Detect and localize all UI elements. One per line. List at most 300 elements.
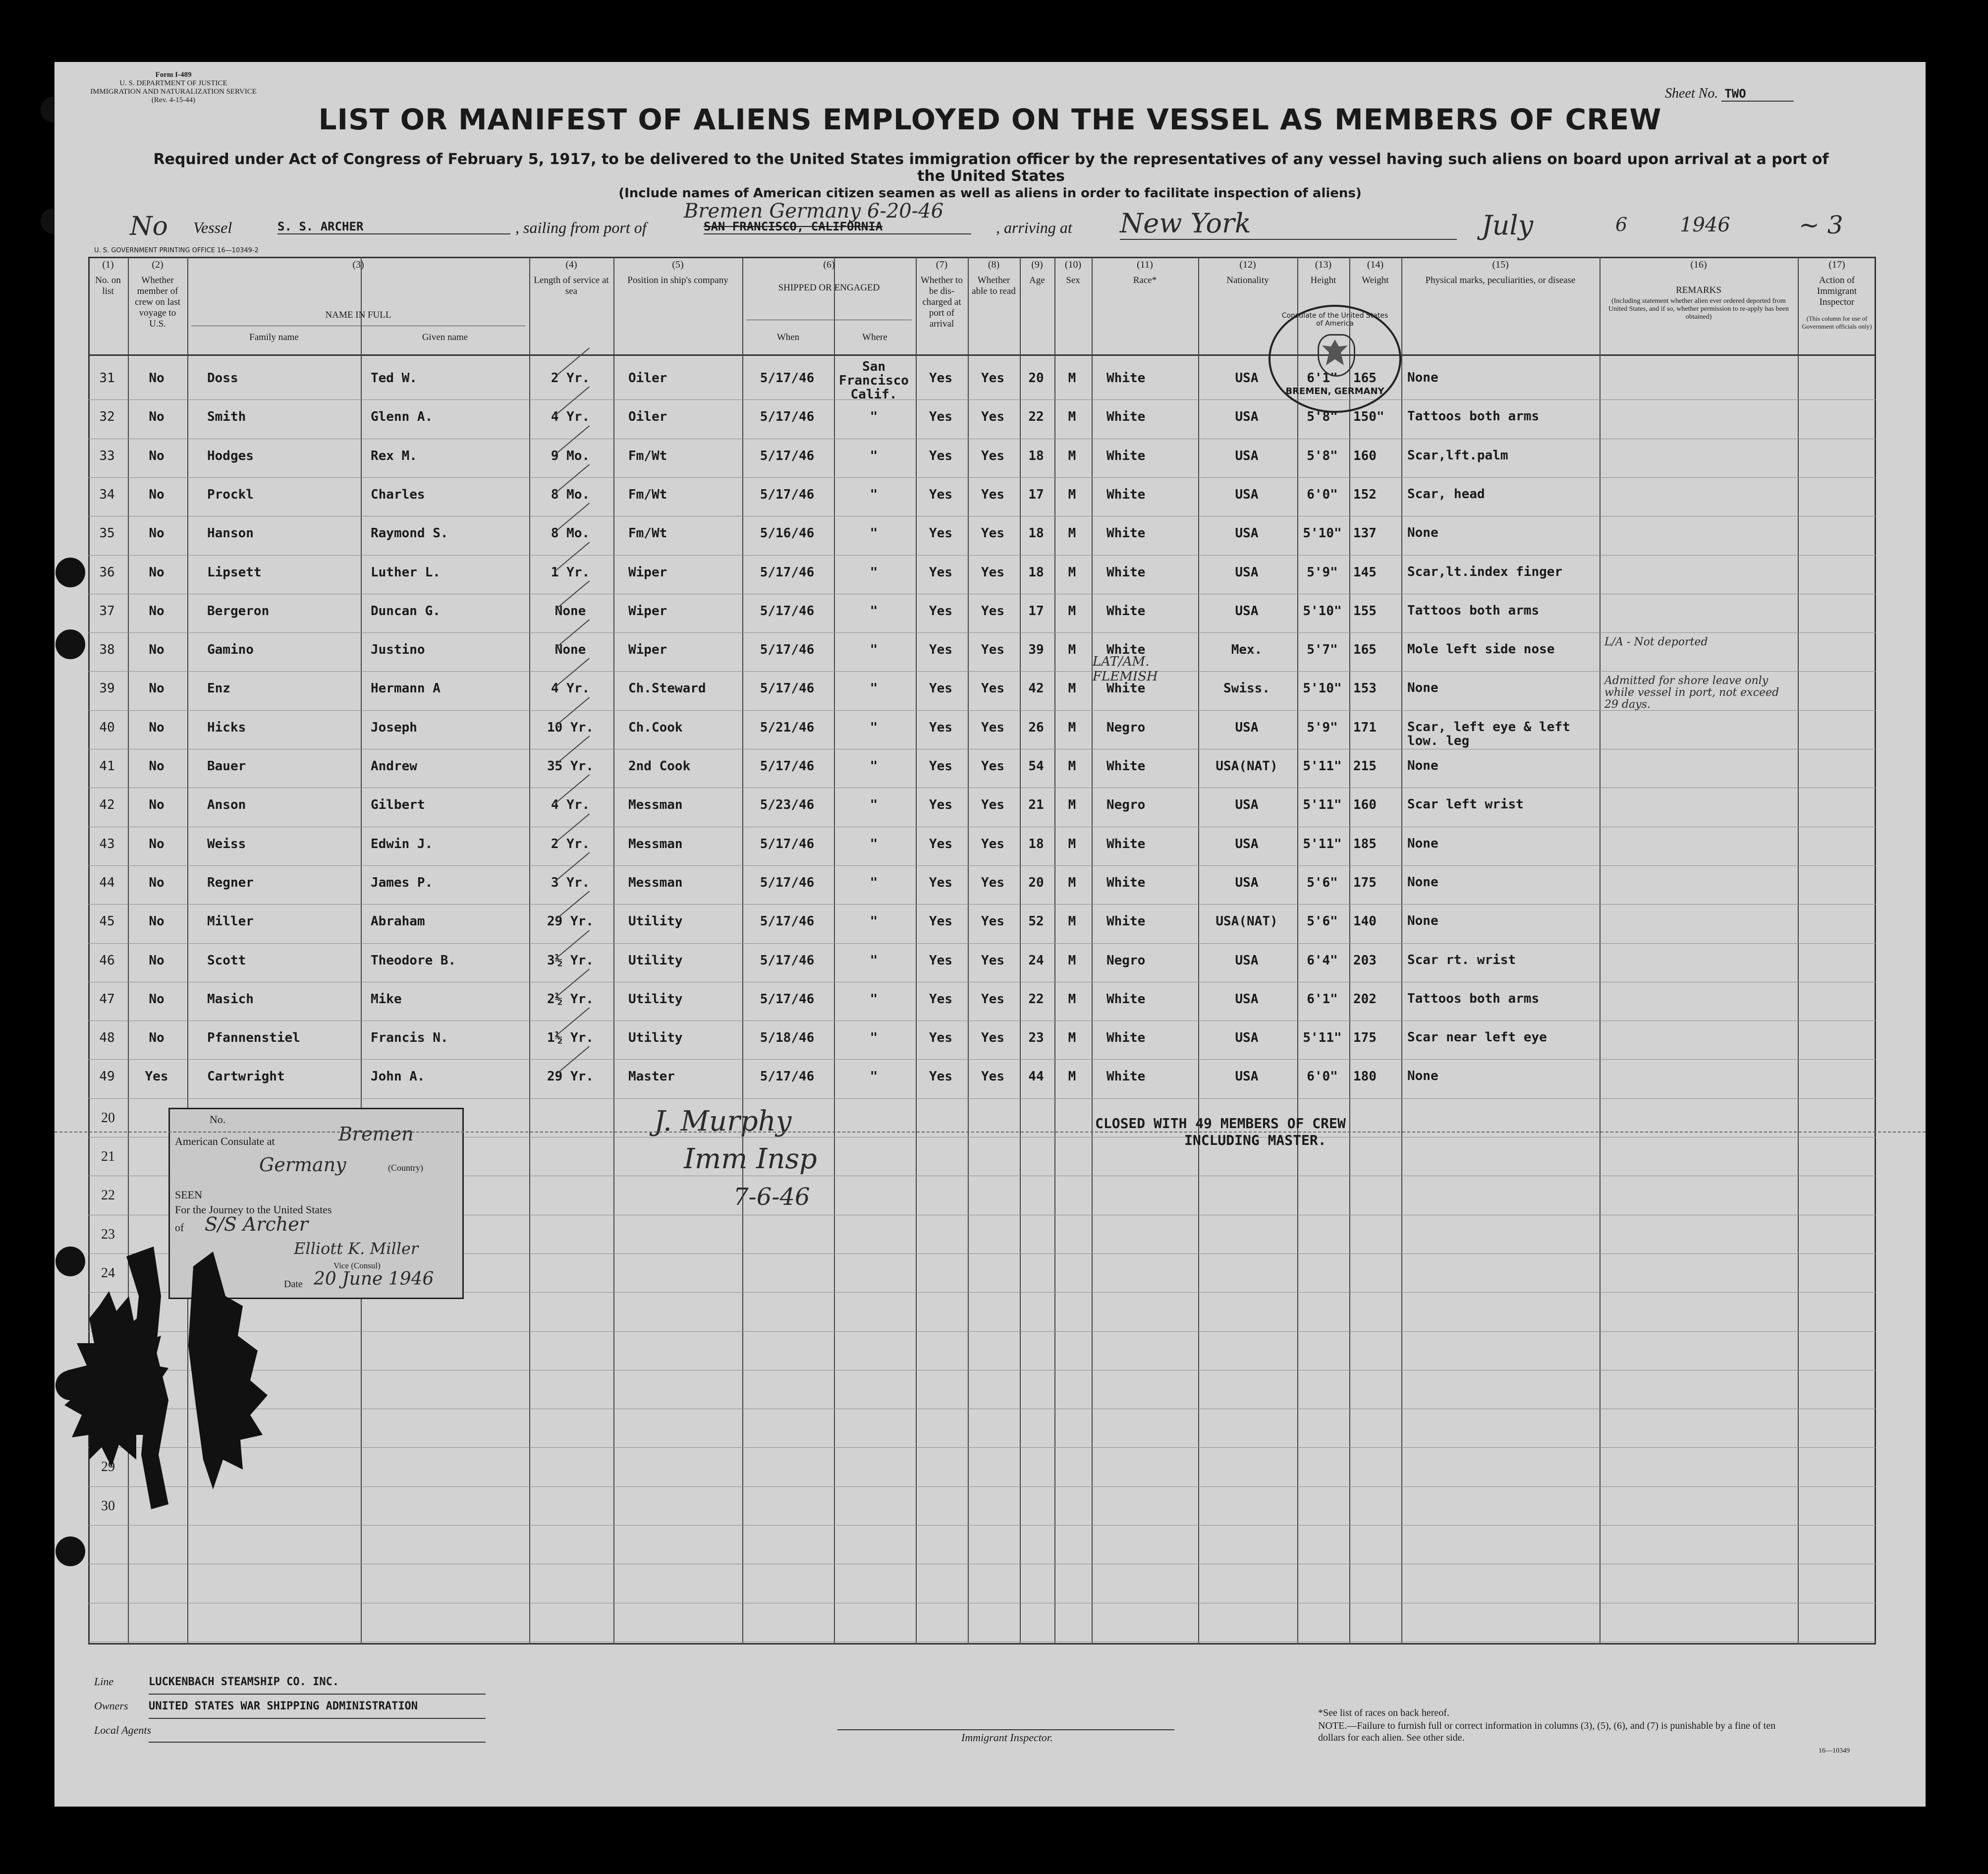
cell-position: Ch.Steward: [628, 681, 706, 696]
cell-when: 5/17/46: [760, 1069, 815, 1084]
column-number: (12): [1239, 259, 1256, 270]
footer-owners-value: UNITED STATES WAR SHIPPING ADMINISTRATION: [149, 1695, 486, 1719]
cell-no: 34: [99, 487, 115, 502]
cell-physical: None: [1407, 525, 1438, 541]
cell-age: 52: [1028, 914, 1044, 929]
cell-race: White: [1106, 875, 1146, 890]
cell-nationality: USA: [1235, 565, 1259, 580]
cell-length: 29 Yr.: [547, 1069, 594, 1084]
vessel-name: S. S. ARCHER: [277, 220, 510, 234]
cell-where: ": [870, 875, 878, 890]
revision: (Rev. 4-15-44): [151, 96, 196, 104]
cell-no: 38: [99, 642, 115, 658]
cell-nationality: USA: [1235, 797, 1259, 813]
cell-when: 5/21/46: [760, 720, 815, 735]
cell-family: Anson: [207, 797, 246, 813]
cell-race: White: [1106, 409, 1146, 425]
cell-age: 23: [1028, 1030, 1044, 1046]
cell-given: John A.: [371, 1069, 425, 1084]
cell-length: 29 Yr.: [547, 914, 594, 929]
cell-age: 24: [1028, 953, 1044, 968]
arrival-year: 1946: [1680, 214, 1730, 236]
cell-race: Negro: [1106, 797, 1146, 813]
cell-crew: No: [149, 487, 165, 502]
cell-sex: M: [1068, 875, 1076, 890]
cell-physical: Scar rt. wrist: [1407, 952, 1516, 967]
cell-crew: No: [149, 603, 165, 619]
cell-height: 5'8": [1307, 409, 1338, 425]
cell-family: Smith: [207, 409, 246, 425]
column-number: (11): [1137, 259, 1153, 270]
cell-given: Duncan G.: [371, 603, 441, 619]
cell-discharged: Yes: [929, 991, 952, 1007]
cell-height: 6'0": [1307, 1069, 1338, 1084]
cell-nationality: USA(NAT): [1215, 759, 1278, 774]
cell-physical: Scar near left eye: [1407, 1030, 1547, 1045]
table-row: [55, 487, 1926, 507]
cell-where: ": [870, 914, 878, 929]
cell-no: 48: [99, 1030, 115, 1046]
cell-crew: No: [149, 565, 165, 580]
cell-physical: Tattoos both arms: [1407, 603, 1540, 618]
page-subtitle: Required under Act of Congress of February 5, 1917, to be delivered to the United States immigration officer by the representatives of any vessel having such aliens on board upon arrival at a port of the United States: [153, 151, 1829, 185]
column-header: Whether member of crew on last voyage to U.S.: [135, 275, 180, 329]
cell-sex: M: [1068, 914, 1076, 929]
cell-read: Yes: [981, 409, 1004, 425]
column-number: (8): [988, 259, 1000, 270]
page-title: LIST OR MANIFEST OF ALIENS EMPLOYED ON THE VESSEL AS MEMBERS OF CREW: [318, 103, 1662, 136]
arriving-port: New York: [1120, 208, 1457, 240]
sheet-value: TWO: [1721, 87, 1794, 102]
cell-no: 42: [99, 797, 115, 813]
cell-age: 22: [1028, 409, 1044, 425]
inspector-signature: [654, 1103, 817, 1216]
cell-position: Messman: [628, 797, 683, 813]
table-row: [55, 914, 1926, 934]
empty-row-number: 30: [101, 1498, 115, 1514]
cell-discharged: Yes: [929, 526, 952, 541]
cell-length: None: [554, 603, 586, 619]
footer-line-label: Line: [94, 1675, 114, 1688]
cell-nationality: Mex.: [1231, 642, 1263, 658]
cell-sex: M: [1068, 371, 1076, 386]
stamp-date-label: Date: [284, 1279, 303, 1290]
cell-read: Yes: [981, 914, 1004, 929]
cell-sex: M: [1068, 759, 1076, 774]
cell-no: 40: [99, 720, 115, 735]
cell-position: Wiper: [628, 565, 667, 580]
cell-family: Hanson: [207, 526, 254, 541]
column-subheader: Where: [862, 332, 887, 342]
cell-age: 18: [1028, 836, 1044, 852]
cell-weight: 165: [1353, 371, 1377, 386]
cell-race: White: [1106, 642, 1146, 658]
cell-nationality: USA: [1235, 720, 1259, 735]
cell-nationality: USA: [1235, 1069, 1259, 1084]
cell-where: ": [870, 487, 878, 502]
cell-sex: M: [1068, 565, 1076, 580]
cell-physical: Tattoos both arms: [1407, 991, 1540, 1006]
cell-no: 45: [99, 914, 115, 929]
cell-nationality: USA: [1235, 991, 1259, 1007]
table-row: [55, 1030, 1926, 1050]
cell-height: 6'1": [1307, 991, 1338, 1007]
cell-crew: No: [149, 953, 165, 968]
cell-nationality: USA: [1235, 603, 1259, 619]
cell-family: Miller: [207, 914, 254, 929]
column-subheader: (This column for use of Government officials only): [1802, 315, 1872, 330]
cell-crew: No: [149, 642, 165, 658]
cell-physical: None: [1407, 836, 1438, 851]
cell-when: 5/23/46: [760, 797, 815, 813]
cell-length: 4 Yr.: [551, 681, 590, 696]
table-row: [55, 604, 1926, 624]
column-header: Whether able to read: [972, 275, 1016, 296]
cell-no: 35: [99, 526, 115, 541]
cell-family: Bergeron: [207, 603, 270, 619]
cell-read: Yes: [981, 448, 1004, 463]
cell-where: ": [870, 720, 878, 735]
cell-read: Yes: [981, 1030, 1004, 1046]
cell-height: 6'0": [1307, 487, 1338, 502]
cell-height: 6'1": [1307, 371, 1338, 386]
column-number: (2): [152, 259, 164, 270]
cell-family: Pfannenstiel: [207, 1030, 300, 1046]
cell-given: Mike: [371, 991, 402, 1007]
races-note: *See list of races on back hereof.: [1318, 1707, 1449, 1718]
printing-office: U. S. GOVERNMENT PRINTING OFFICE 16—10349-2: [94, 247, 259, 254]
cell-position: Ch.Cook: [628, 720, 683, 735]
empty-row-number: 20: [101, 1110, 115, 1126]
stamp-consul-label: Vice (Consul): [333, 1261, 381, 1270]
cell-read: Yes: [981, 371, 1004, 386]
cell-where: ": [870, 1069, 878, 1084]
cell-age: 39: [1028, 642, 1044, 658]
cell-read: Yes: [981, 681, 1004, 696]
table-row: [55, 992, 1926, 1012]
cell-sex: M: [1068, 409, 1076, 425]
cell-position: Fm/Wt: [628, 487, 667, 502]
cell-when: 5/17/46: [760, 759, 815, 774]
table-row: [55, 675, 1926, 711]
cell-nationality: USA: [1235, 1030, 1259, 1046]
cell-where: ": [870, 991, 878, 1007]
cell-race: White: [1106, 1069, 1146, 1084]
seal-top-text: Consulate of the United States of America: [1281, 312, 1388, 328]
cell-position: Wiper: [628, 642, 667, 658]
cell-family: Enz: [207, 681, 230, 696]
sailing-label: , sailing from port of: [515, 219, 647, 236]
cell-height: 5'7": [1307, 642, 1338, 658]
sailing-port-typed: SAN FRANCISCO, CALIFORNIA: [704, 220, 971, 234]
column-header: Position in ship's company: [627, 275, 728, 285]
cell-when: 5/17/46: [760, 371, 815, 386]
cell-crew: No: [149, 991, 165, 1007]
sheet-label: Sheet No.: [1665, 86, 1718, 101]
cell-position: Wiper: [628, 603, 667, 619]
column-number: (3): [352, 259, 364, 270]
cell-where: ": [870, 797, 878, 813]
manifest-sheet: [55, 62, 1926, 1807]
empty-row-number: 21: [101, 1149, 115, 1164]
cell-weight: 155: [1353, 603, 1377, 619]
column-header: No. on list: [95, 275, 121, 296]
footer-agents-label: Local Agents: [94, 1724, 152, 1736]
cell-sex: M: [1068, 681, 1076, 696]
row-rule: [88, 555, 1876, 556]
cell-position: Utility: [628, 914, 683, 929]
cell-height: 6'4": [1307, 953, 1338, 968]
inspector-date: 7-6-46: [733, 1183, 810, 1211]
cell-family: Prockl: [207, 487, 254, 502]
cell-given: Hermann A: [371, 681, 441, 696]
column-header: Length of service at sea: [534, 275, 609, 296]
cell-length: 2 Yr.: [551, 371, 590, 386]
cell-when: 5/17/46: [760, 642, 815, 658]
cell-nationality: USA(NAT): [1215, 914, 1278, 929]
row-rule: [88, 904, 1876, 905]
empty-row-number: 22: [101, 1188, 115, 1203]
table-row: [55, 837, 1926, 856]
arrival-day: 6: [1615, 214, 1628, 235]
section-divider: [55, 1132, 1926, 1133]
cell-read: Yes: [981, 836, 1004, 852]
column-number: (7): [936, 259, 948, 270]
cell-height: 5'11": [1303, 797, 1342, 813]
column-number: (16): [1690, 259, 1707, 270]
cell-weight: 175: [1353, 1030, 1377, 1046]
cell-length: 2½ Yr.: [547, 991, 594, 1007]
cell-given: Charles: [371, 487, 425, 502]
cell-physical: None: [1407, 1069, 1438, 1084]
inspector-label: Immigrant Inspector.: [961, 1731, 1053, 1744]
row-rule: [88, 477, 1876, 478]
empty-row-number: 24: [101, 1265, 115, 1281]
cell-family: Regner: [207, 875, 254, 890]
cell-no: 37: [99, 603, 115, 619]
seal-bottom-text: BREMEN, GERMANY: [1285, 386, 1384, 397]
cell-read: Yes: [981, 565, 1004, 580]
cell-remarks: L/A - Not deported: [1604, 636, 1708, 649]
cell-when: 5/17/46: [760, 991, 815, 1007]
cell-when: 5/17/46: [760, 836, 815, 852]
cell-where: ": [870, 681, 878, 696]
footer-line-value: LUCKENBACH STEAMSHIP CO. INC.: [149, 1671, 486, 1695]
cell-given: Abraham: [371, 914, 425, 929]
penalty-note: NOTE.—Failure to furnish full or correct information in columns (3), (5), (6), and (7) is punishable by a fine of ten dollars for each alien. See other side.: [1318, 1720, 1776, 1743]
cell-family: Lipsett: [207, 565, 262, 580]
cell-sex: M: [1068, 836, 1076, 852]
cell-no: 32: [99, 409, 115, 425]
stamp-country-label: (Country): [388, 1163, 423, 1173]
cell-family: Doss: [207, 371, 238, 386]
service: IMMIGRATION AND NATURALIZATION SERVICE: [90, 88, 257, 96]
empty-row-number: 23: [101, 1226, 115, 1242]
closed-note-line2: INCLUDING MASTER.: [1184, 1132, 1326, 1148]
cell-crew: No: [149, 797, 165, 813]
cell-height: 5'6": [1307, 875, 1338, 890]
cell-age: 18: [1028, 448, 1044, 463]
cell-when: 5/17/46: [760, 875, 815, 890]
cell-weight: 152: [1353, 487, 1377, 502]
cell-read: Yes: [981, 720, 1004, 735]
stamp-consulate-label: American Consulate at: [175, 1135, 275, 1147]
race-annotation: LAT/AM. FLEMISH: [1093, 654, 1158, 684]
vessel-line: [55, 200, 1926, 250]
cell-where: ": [870, 409, 878, 425]
footer-owners-label: Owners: [94, 1700, 128, 1712]
cell-given: Justino: [371, 642, 425, 658]
cell-position: Utility: [628, 953, 683, 968]
cell-nationality: USA: [1235, 875, 1259, 890]
cell-weight: 160: [1353, 448, 1377, 463]
cell-length: 4 Yr.: [551, 797, 590, 813]
cell-weight: 140: [1353, 914, 1377, 929]
cell-family: Gamino: [207, 642, 254, 658]
column-header: Sex: [1066, 275, 1080, 285]
stamp-no-label: No.: [210, 1113, 226, 1126]
cell-race: White: [1106, 526, 1146, 541]
cell-discharged: Yes: [929, 875, 952, 890]
cell-weight: 171: [1353, 720, 1377, 735]
cell-given: James P.: [371, 875, 433, 890]
cell-discharged: Yes: [929, 836, 952, 852]
cell-where: ": [870, 448, 878, 463]
cell-where: ": [870, 759, 878, 774]
cell-length: 2 Yr.: [551, 836, 590, 852]
cell-nationality: USA: [1235, 409, 1259, 425]
cell-nationality: USA: [1235, 448, 1259, 463]
column-number: (1): [102, 259, 114, 270]
table-row: [55, 719, 1926, 748]
cell-where: San Francisco Calif.: [839, 359, 909, 402]
cell-when: 5/18/46: [760, 1030, 815, 1046]
cell-read: Yes: [981, 642, 1004, 658]
table-row: [55, 565, 1926, 585]
cell-weight: 153: [1353, 681, 1377, 696]
cell-discharged: Yes: [929, 681, 952, 696]
cell-read: Yes: [981, 526, 1004, 541]
cell-physical: None: [1407, 913, 1438, 929]
cell-sex: M: [1068, 1069, 1076, 1084]
cell-when: 5/17/46: [760, 409, 815, 425]
cell-age: 26: [1028, 720, 1044, 735]
cell-discharged: Yes: [929, 603, 952, 619]
cell-sex: M: [1068, 720, 1076, 735]
cell-age: 17: [1028, 603, 1044, 619]
cell-crew: No: [149, 914, 165, 929]
cell-length: 9 Mo.: [551, 448, 590, 463]
cell-when: 5/17/46: [760, 914, 815, 929]
cell-family: Weiss: [207, 836, 246, 852]
cell-nationality: USA: [1235, 526, 1259, 541]
cell-race: Negro: [1106, 953, 1146, 968]
column-subheader: (Including statement whether alien ever ordered deported from United States, and if so, whether permission to re-apply has been obtained): [1608, 297, 1789, 321]
cell-physical: None: [1407, 681, 1438, 696]
cell-age: 20: [1028, 875, 1044, 890]
cell-read: Yes: [981, 797, 1004, 813]
cell-length: 1½ Yr.: [547, 1030, 594, 1046]
cell-read: Yes: [981, 487, 1004, 502]
cell-family: Hodges: [207, 448, 254, 463]
row-rule: [88, 632, 1876, 633]
cell-length: 3½ Yr.: [547, 953, 594, 968]
cell-family: Scott: [207, 953, 246, 968]
cell-discharged: Yes: [929, 565, 952, 580]
row-rule: [88, 943, 1876, 944]
column-header: Physical marks, peculiarities, or disease: [1425, 275, 1576, 285]
cell-race: White: [1106, 448, 1146, 463]
cell-length: 8 Mo.: [551, 487, 590, 502]
cell-family: Hicks: [207, 720, 246, 735]
cell-age: 42: [1028, 681, 1044, 696]
cell-read: Yes: [981, 759, 1004, 774]
column-subheader: Given name: [422, 332, 468, 342]
cell-age: 54: [1028, 759, 1044, 774]
cell-physical: None: [1407, 370, 1438, 385]
cell-given: Rex M.: [371, 448, 417, 463]
cell-when: 5/17/46: [760, 565, 815, 580]
cell-given: Gilbert: [371, 797, 425, 813]
cell-physical: Tattoos both arms: [1407, 409, 1540, 424]
cell-given: Theodore B.: [371, 953, 456, 968]
cell-discharged: Yes: [929, 1030, 952, 1046]
page-note: (Include names of American citizen seamen as well as aliens in order to facilitate inspection of aliens): [618, 186, 1362, 201]
inspector-name: J. Murphy: [654, 1105, 792, 1137]
department: U. S. DEPARTMENT OF JUSTICE: [119, 79, 227, 87]
column-number: (15): [1492, 259, 1509, 270]
cell-crew: No: [149, 681, 165, 696]
cell-discharged: Yes: [929, 487, 952, 502]
cell-position: Messman: [628, 836, 683, 852]
row-rule: [88, 1098, 1876, 1099]
form-number: Form I-489: [155, 71, 192, 79]
cell-race: White: [1106, 991, 1146, 1007]
cell-height: 5'11": [1303, 759, 1342, 774]
inspector-title: Imm Insp: [684, 1143, 817, 1175]
cell-no: 31: [99, 371, 115, 386]
column-number: (17): [1828, 259, 1845, 270]
cell-race: White: [1106, 603, 1146, 619]
cell-discharged: Yes: [929, 371, 952, 386]
cell-no: 36: [99, 565, 115, 580]
cell-sex: M: [1068, 797, 1076, 813]
column-header: Race*: [1133, 275, 1157, 285]
column-header: Nationality: [1226, 275, 1269, 285]
cell-crew: No: [149, 448, 165, 463]
wax-seal-ribbons: [55, 1237, 282, 1534]
table-row: [55, 797, 1926, 817]
inspector-line: [837, 1717, 1174, 1730]
stamp-date: 20 June 1946: [314, 1269, 434, 1289]
cell-family: Masich: [207, 991, 254, 1007]
cell-age: 17: [1028, 487, 1044, 502]
cell-physical: Scar left wrist: [1407, 797, 1524, 812]
row-rule: [88, 1331, 1876, 1332]
cell-no: 41: [99, 759, 115, 774]
column-header: Weight: [1362, 275, 1389, 285]
cell-length: 35 Yr.: [547, 759, 594, 774]
cell-no: 43: [99, 836, 115, 852]
row-rule: [88, 1525, 1876, 1526]
cell-weight: 185: [1353, 836, 1377, 852]
cell-when: 5/17/46: [760, 487, 815, 502]
sheet-number: [1665, 86, 1794, 102]
row-rule: [88, 671, 1876, 672]
cell-where: ": [870, 526, 878, 541]
cell-given: Raymond S.: [371, 526, 448, 541]
cell-given: Joseph: [371, 720, 417, 735]
